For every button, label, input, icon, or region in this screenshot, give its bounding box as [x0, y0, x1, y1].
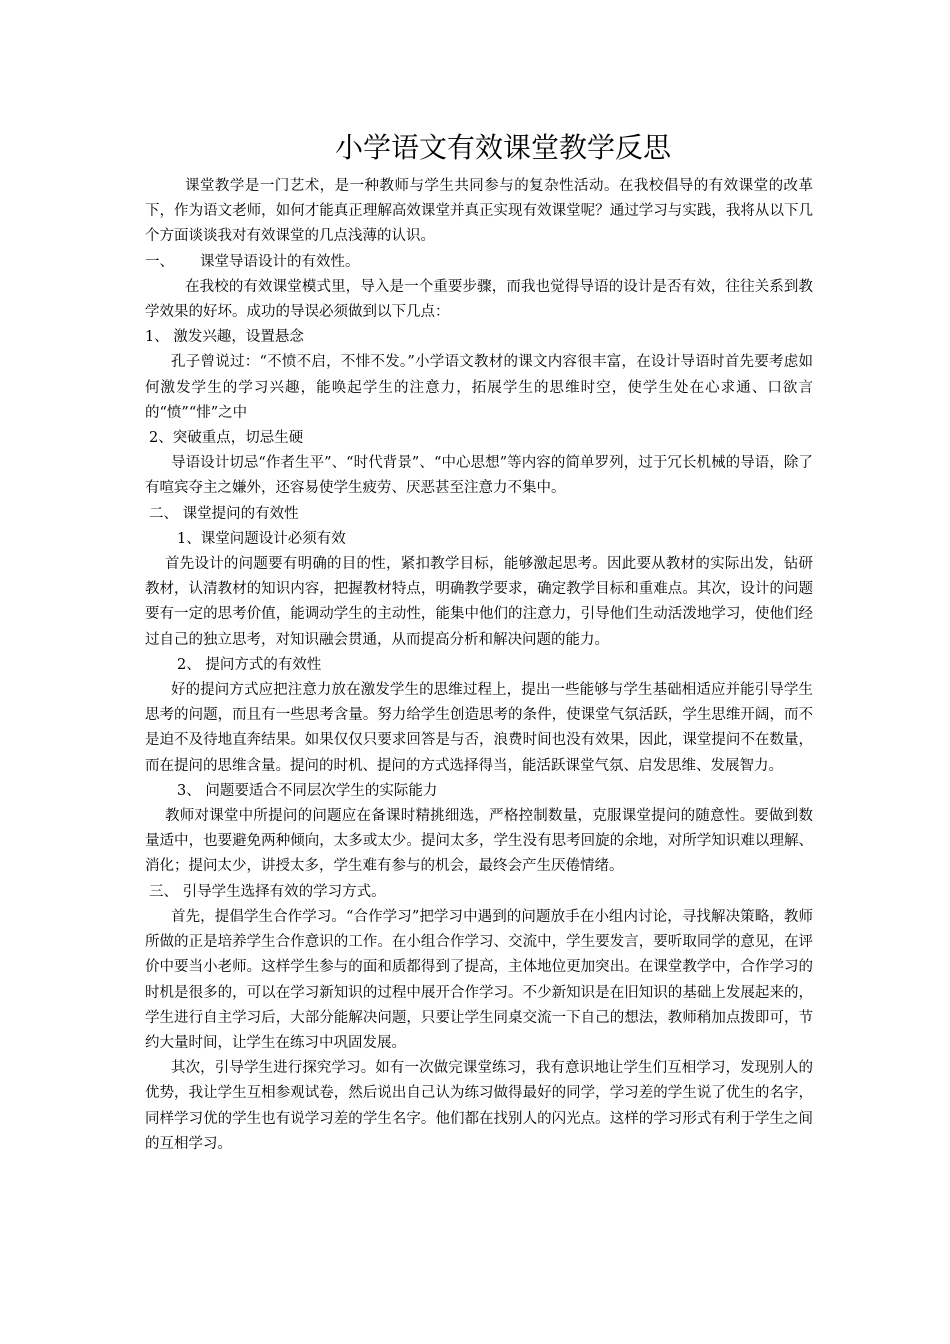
section-2-item-2-heading: 2、 提问方式的有效性 — [177, 656, 322, 673]
section-1-heading — [145, 250, 813, 275]
section-1-item-1-heading: 1、 激发兴趣，设置悬念 — [145, 329, 304, 346]
intro-paragraph: 课堂教学是一门艺术，是一种教师与学生共同参与的复杂性活动。在我校倡导的有效课堂的改革下，作为语文老师，如何才能真正理解高效课堂并真正实现有效课堂呢？通过学习与实践，我将从以下几个方面谈谈我对有效课堂的几点浅薄的认识。 — [145, 178, 813, 245]
section-2-item-3-heading: 3、 问题要适合不同层次学生的实际能力 — [177, 782, 438, 799]
section-2-item-2-paragraph: 好的提问方式应把注意力放在激发学生的思维过程上，提出一些能够与学生基础相适应并能引导学生思考的问题，而且有一些思考含量。努力给学生创造思考的条件，使课堂气氛活跃，学生思维开阔，而不是迫不及待地直奔结果。如果仅仅只要求回答是与否，浪费时间也没有效果，因此，课堂提问不在数量，而在提问的思维含量。提问的时机、提问的方式选择得当，能活跃课堂气氛、启发思维、发展智力。 — [145, 682, 813, 774]
section-3-paragraph-2: 其次，引导学生进行探究学习。如有一次做完课堂练习，我有意识地让学生们互相学习，发现别人的优势，我让学生互相参观试卷，然后说出自己认为练习做得最好的同学，学习差的学生说了优生的名字，同样学习优的学生也有说学习差的学生名字。他们都在找别人的闪光点。这样的学习形式有利于学生之间的互相学习。 — [145, 1060, 813, 1152]
section-3-paragraph-1: 首先，提倡学生合作学习。“合作学习”把学习中遇到的问题放手在小组内讨论，寻找解决策略，教师所做的正是培养学生合作意识的工作。在小组合作学习、交流中，学生要发言，要听取同学的意见，在评价中要当小老师。这样学生参与的面和质都得到了提高，主体地位更加突出。在课堂教学中，合作学习的时机是很多的，可以在学习新知识的过程中展开合作学习。不少新知识是在旧知识的基础上发展起来的，学生进行自主学习后，大部分能解决问题，只要让学生同桌交流一下自己的想法，教师稍加点拨即可，节约大量时间，让学生在练习中巩固发展。 — [145, 908, 813, 1051]
document-title: 小学语文有效课堂教学反思 — [334, 131, 671, 164]
section-2-item-1-heading: 1、课堂问题设计必须有效 — [177, 530, 346, 547]
section-2-item-1-paragraph: 首先设计的问题要有明确的目的性，紧扣教学目标，能够激起思考。因此要从教材的实际出发，钻研教材，认清教材的知识内容，把握教材特点，明确教学要求，确定教学目标和重难点。其次，设计的问题要有一定的思考价值，能调动学生的主动性，能集中他们的注意力，引导他们生动活泼地学习，使他们经过自己的独立思考，对知识融会贯通，从而提高分析和解决问题的能力。 — [145, 556, 813, 648]
document-page — [145, 128, 813, 1157]
section-3-heading: 三、 引导学生选择有效的学习方式。 — [149, 883, 386, 900]
section-1-paragraph: 在我校的有效课堂模式里，导入是一个重要步骤，而我也觉得导语的设计是否有效，往往关系到教学效果的好坏。成功的导误必须做到以下几点： — [145, 278, 813, 321]
section-2-item-3-paragraph: 教师对课堂中所提问的问题应在备课时精挑细选，严格控制数量，克服课堂提问的随意性。要做到数量适中，也要避免两种倾向，太多或太少。提问太多，学生没有思考回旋的余地，对所学知识难以理解、消化；提问太少，讲授太多，学生难有参与的机会，最终会产生厌倦情绪。 — [145, 808, 813, 875]
section-1-item-2-paragraph: 导语设计切忌“作者生平”、“时代背景”、“中心思想”等内容的简单罗列，过于冗长机械的导语，除了有喧宾夺主之嫌外，还容易使学生疲劳、厌恶甚至注意力不集中。 — [145, 455, 813, 497]
section-2-heading: 二、 课堂提问的有效性 — [149, 505, 299, 522]
section-1-number: 一、 — [145, 253, 174, 270]
section-1-item-2-heading: 2、突破重点，切忌生硬 — [149, 430, 304, 447]
section-1-title: 课堂导语设计的有效性。 — [200, 253, 360, 270]
section-1-item-1-paragraph: 孔子曾说过：“不愤不启，不悱不发。”小学语文教材的课文内容很丰富，在设计导语时首先要考虑如何激发学生的学习兴趣，能唤起学生的注意力，拓展学生的思维时空，使学生处在心求通、口欲言的“愤”“悱”之中 — [145, 354, 813, 421]
